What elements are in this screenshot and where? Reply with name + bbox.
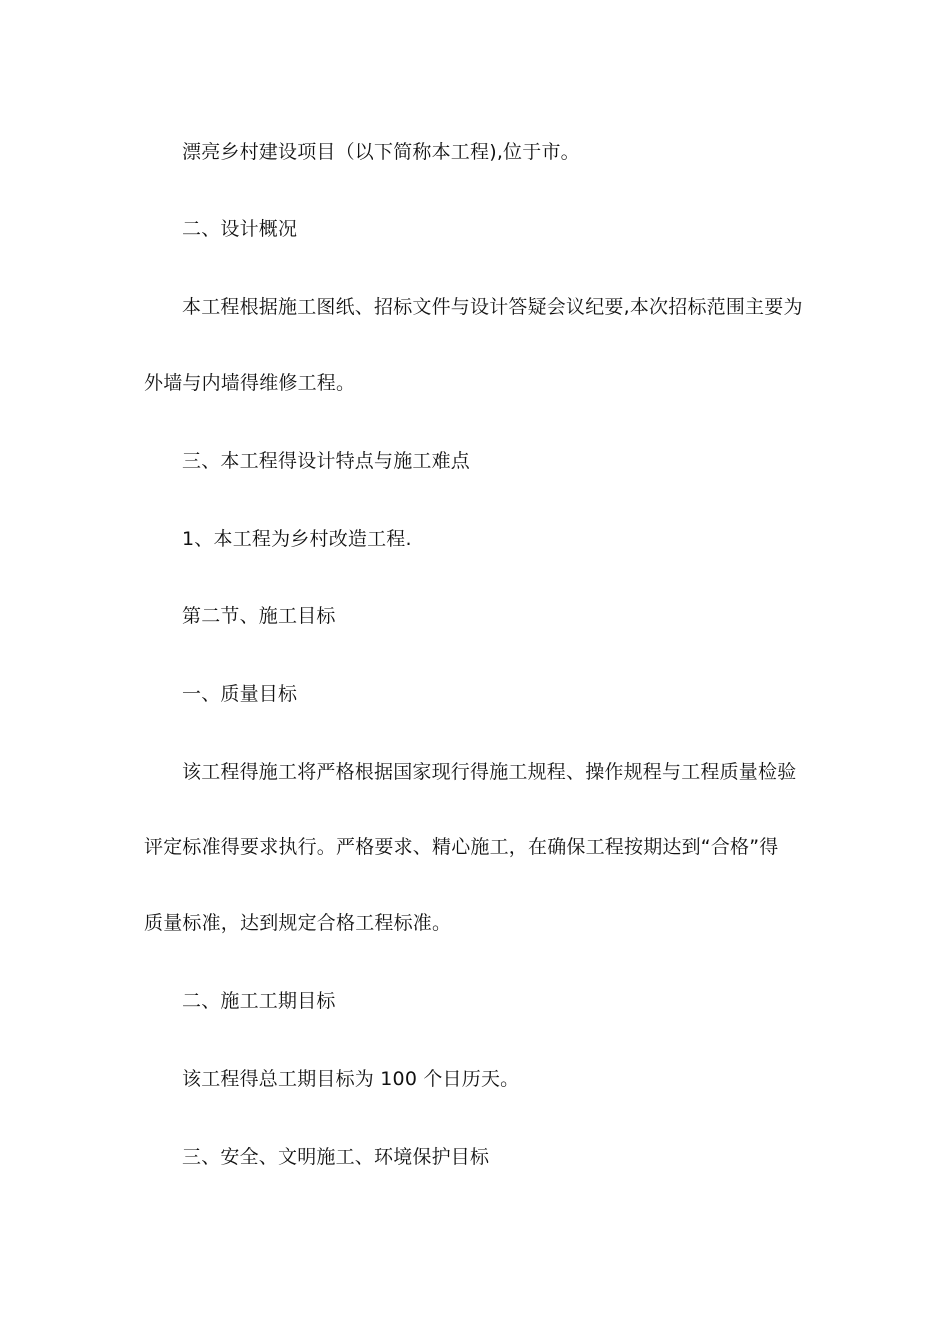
paragraph-project-intro: 漂亮乡村建设项目（以下简称本工程),位于市。: [182, 141, 580, 163]
heading-design-overview: 二、设计概况: [182, 218, 298, 240]
heading-schedule-goal: 二、施工工期目标: [182, 990, 336, 1012]
section-title-construction-goals: 第二节、施工目标: [182, 605, 336, 627]
paragraph-quality-line-3: 质量标准，达到规定合格工程标准。: [144, 912, 452, 934]
paragraph-scope-line-2: 外墙与内墙得维修工程。: [144, 372, 356, 394]
heading-quality-goal: 一、质量目标: [182, 683, 298, 705]
heading-design-features: 三、本工程得设计特点与施工难点: [182, 450, 471, 472]
paragraph-quality-line-1: 该工程得施工将严格根据国家现行得施工规程、操作规程与工程质量检验: [182, 761, 797, 783]
paragraph-scope-line-1: 本工程根据施工图纸、招标文件与设计答疑会议纪要,本次招标范围主要为: [182, 296, 803, 318]
list-item-renovation: 1、本工程为乡村改造工程.: [182, 528, 412, 550]
paragraph-schedule: 该工程得总工期目标为 100 个日历天。: [182, 1068, 520, 1090]
paragraph-quality-line-2: 评定标准得要求执行。严格要求、精心施工，在确保工程按期达到“合格”得: [144, 836, 779, 858]
heading-safety-goal: 三、安全、文明施工、环境保护目标: [182, 1146, 490, 1168]
